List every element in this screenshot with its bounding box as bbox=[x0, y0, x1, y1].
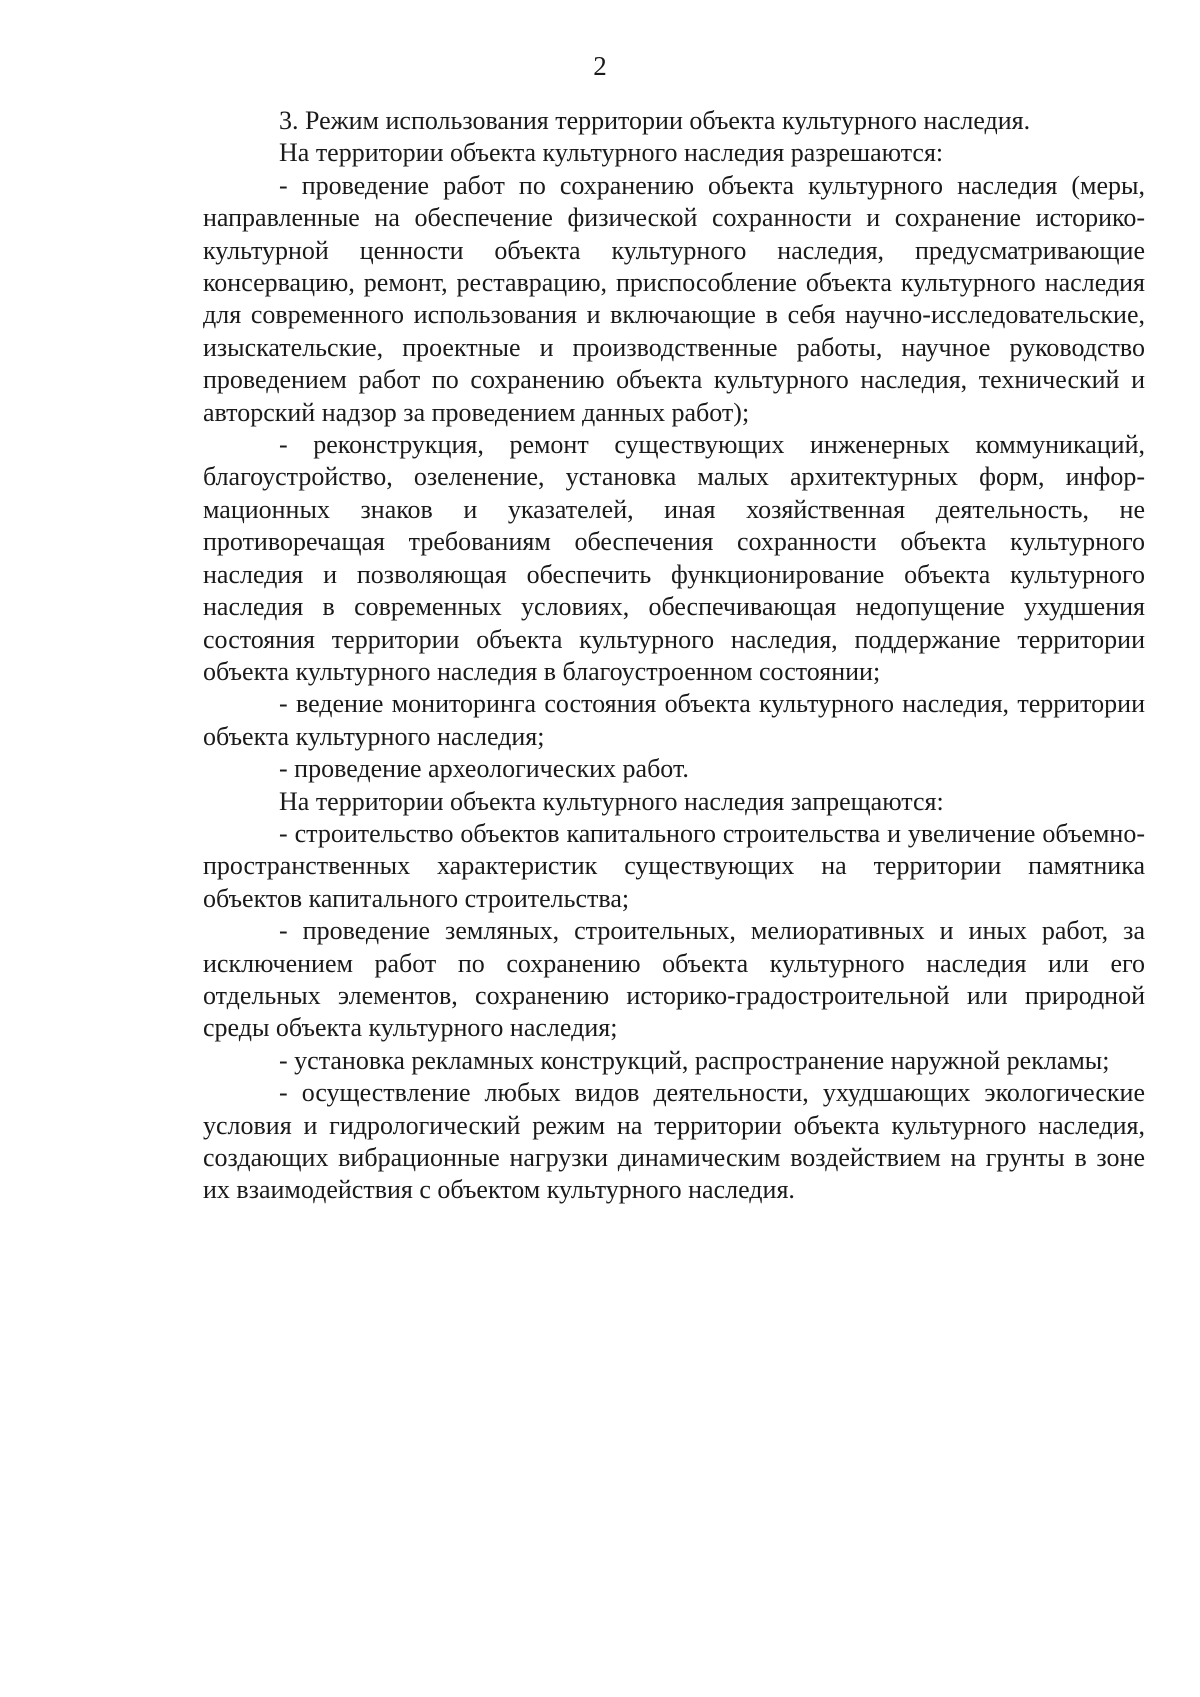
allowed-item: - проведение археологических работ. bbox=[279, 754, 689, 784]
page-number: 2 bbox=[593, 51, 607, 81]
allowed-item: - проведение работ по сохранению объекта культурного наследия (меры, направленные на обеспечение физической сохранности и сохранение историко-культурной ценности объекта культурного наследия, предусматривающие консервацию, ремонт, реставрацию, приспособление объекта культурного наследия для современного использования и включающие в себя научно-исследовательские, изыскательские, проектные и производственные работы, научное руководство проведением работ по сохранению объекта культурного наследия, технический и авторский надзор за проведением данных работ); bbox=[203, 170, 1145, 427]
allowed-item: - ведение мониторинга состояния объекта культурного наследия, территории объекта культурного наследия; bbox=[203, 689, 1145, 751]
section-heading: 3. Режим использования территории объекта культурного наследия. bbox=[279, 106, 1031, 135]
allowed-item: - реконструкция, ремонт существующих инженерных коммуникаций, благоустройство, озеленение, установка малых архитектурных форм, информационных знаков и указателей, иная хозяйственная деятельность, не противоречащая требованиям обеспечения сохранности объекта культурного наследия и позволяющая обеспечить функционирование объекта культурного наследия в современных условиях, обеспечивающая недопущение ухудшения состояния территории объекта культурного наследия, поддержание территории объекта культурного наследия в благоустроенном состоянии; bbox=[203, 430, 1145, 686]
document-body bbox=[203, 105, 1145, 1207]
prohibited-item: - проведение земляных, строительных, мелиоративных и иных работ, за исключением работ по сохранению объекта культурного наследия или его отдельных элементов, сохранению историко-градостроительной или природной среды объекта культурного наследия; bbox=[203, 916, 1145, 1043]
prohibited-item: - строительство объектов капитального строительства и увеличение объемно-пространственных характеристик существующих на территории памятника объектов капитального строительства; bbox=[203, 818, 1145, 913]
prohibited-item: - осуществление любых видов деятельности, ухудшающих экологические условия и гидрологический режим на территории объекта культурного наследия, создающих вибрационные нагрузки динамическим воздействием на грунты в зоне их взаимодействия с объектом культурного наследия. bbox=[203, 1078, 1145, 1205]
allowed-intro: На территории объекта культурного наследия разрешаются: bbox=[279, 138, 944, 168]
prohibited-intro: На территории объекта культурного наследия запрещаются: bbox=[279, 786, 944, 816]
prohibited-item: - установка рекламных конструкций, распространение наружной рекламы; bbox=[279, 1045, 1110, 1075]
